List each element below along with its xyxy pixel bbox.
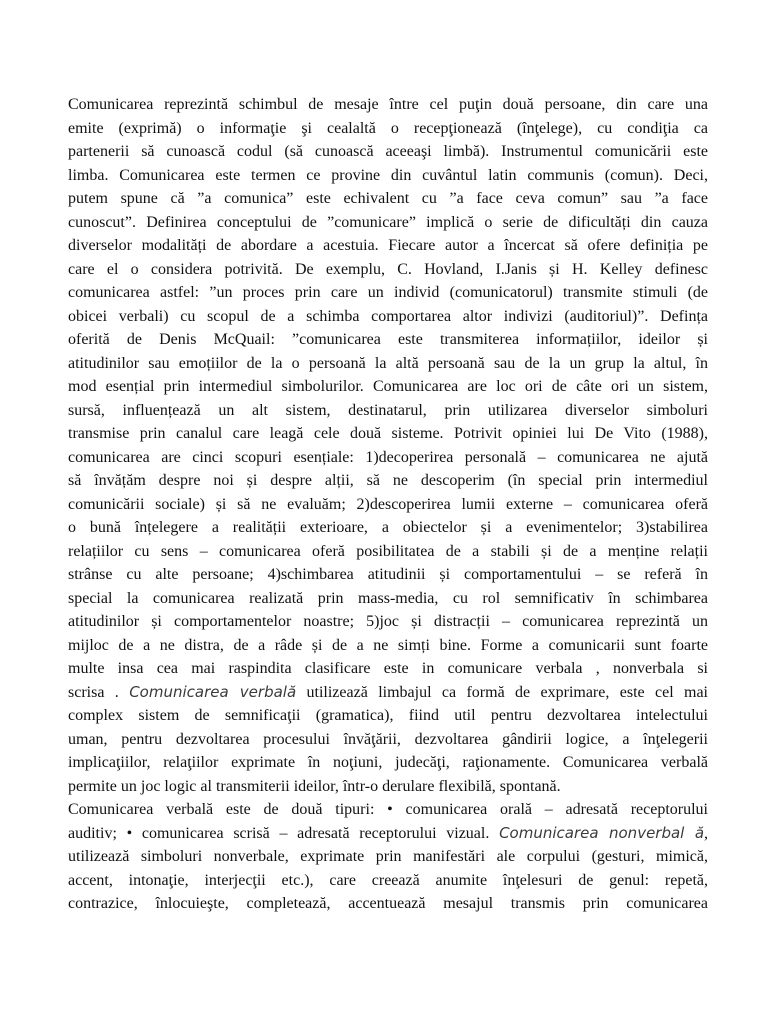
text-line: partenerii să cunoască codul (să cunoască aceeaşi limbă). Instrumentul comunicării este [68,143,708,160]
text-line: implicaţiilor, relaţiilor exprimate în noţiuni, judecăţi, raţionamente. Comunicarea verbală [68,754,708,771]
text-segment: utilizează limbajul ca formă de exprimare, este cel mai [296,683,708,701]
text-line-mixed [68,681,708,705]
text-line: limba. Comunicarea este termen ce provine din cuvântul latin communis (comun). Deci, [68,166,708,184]
italic-term: Comunicarea verbală [129,682,297,701]
text-line: atitudinilor sau emoțiilor de la o persoană la altă persoană sau de la un grup la altul, în [68,354,708,372]
text-line: comunicarea are cinci scopuri esențiale: 1)decoperirea personală – comunicarea ne ajută [68,448,708,466]
text-line: Comunicarea reprezintă schimbul de mesaje între cel puţin două persoane, din care una [68,96,708,113]
text-line: complex sistem de semnificaţii (gramatica), fiind util pentru dezvoltarea intelectului [68,707,708,724]
text-line: permite un joc logic al transmiterii ideilor, într-o derulare flexibilă, spontană. [68,777,561,795]
text-line: contrazice, înlocuieşte, completează, accentuează mesajul transmis prin comunicarea [68,895,708,912]
text-line: o bună înțelegere a realității exterioare, a obiectelor și a evenimentelor; 3)stabilirea [68,519,708,536]
text-line: accent, intonaţie, interjecţii etc.), care creează anumite înţelesuri de genul: repetă, [68,871,708,889]
text-line: special la comunicarea realizată prin mass-media, cu rol semnificativ în schimbarea [68,589,708,607]
text-line: comunicarea astfel: ”un proces prin care un individ (comunicatorul) transmite stimuli (de [68,284,708,301]
text-line: mod esențial prin intermediul simbolurilor. Comunicarea are loc ori de câte ori un sistem, [68,378,708,395]
text-segment: scrisa . [68,683,130,701]
text-line: sursă, influențează un alt sistem, destinatarul, prin utilizarea diverselor simboluri [68,401,708,419]
text-line: diverselor modalități de abordare a acestuia. Fiecare autor a încercat să ofere definiția pe [68,237,708,254]
text-line: putem spune că ”a comunica” este echivalent cu ”a face ceva comun” sau ”a face [68,190,708,207]
text-line: emite (exprimă) o informaţie şi cealaltă o recepţionează (înţelege), cu condiţia ca [68,119,708,137]
text-line: atitudinilor și comportamentelor noastre; 5)joc și distracții – comunicarea reprezintă un [68,613,708,630]
text-segment: auditiv; • comunicarea scrisă – adresată receptorului vizual. [68,824,500,842]
text-line: care el o considera potrivită. De exemplu, C. Hovland, I.Janis și H. Kelley definesc [68,260,708,278]
text-line: multe insa cea mai raspindita clasificare este in comunicare verbala , nonverbala si [68,660,708,677]
text-line: obicei verbali) cu scopul de a schimba comportarea altor indivizi (auditoriul)”. Defința [68,307,708,325]
text-line: Comunicarea verbală este de două tipuri: • comunicarea orală – adresată receptorului [68,801,708,818]
text-line: să învățăm despre noi și despre alții, să ne descoperim (în special prin intermediul [68,472,708,489]
text-line: utilizează simboluri nonverbale, exprimate prin manifestări ale corpului (gesturi, mimică, [68,848,708,865]
text-line: uman, pentru dezvoltarea procesului învăţării, dezvoltarea gândirii logice, a înţelegerii [68,730,708,748]
text-line: relațiilor cu sens – comunicarea oferă posibilitatea de a stabili și de a menține relații [68,542,708,560]
text-line: strânse cu alte persoane; 4)schimbarea atitudinii și comportamentului – se referă în [68,566,708,583]
italic-term: Comunicarea nonverbal ă [499,823,705,842]
text-segment: , [704,824,709,842]
text-line: cunoscut”. Definirea conceptului de ”comunicare” implică o serie de dificultăți din cauza [68,213,708,231]
text-line: transmise prin canalul care leagă cele două sisteme. Potrivit opiniei lui De Vito (1988), [68,425,708,442]
text-line: comunicării sociale) și să ne evaluăm; 2)descoperirea lumii externe – comunicarea oferă [68,495,708,513]
text-line: mijloc de a ne distra, de a râde și de a ne simți bine. Forme a comunicarii sunt foarte [68,636,708,654]
text-line: oferită de Denis McQuail: ”comunicarea este transmiterea informațiilor, ideilor și [68,331,708,348]
text-line-mixed [68,822,708,846]
body-text [68,93,708,916]
